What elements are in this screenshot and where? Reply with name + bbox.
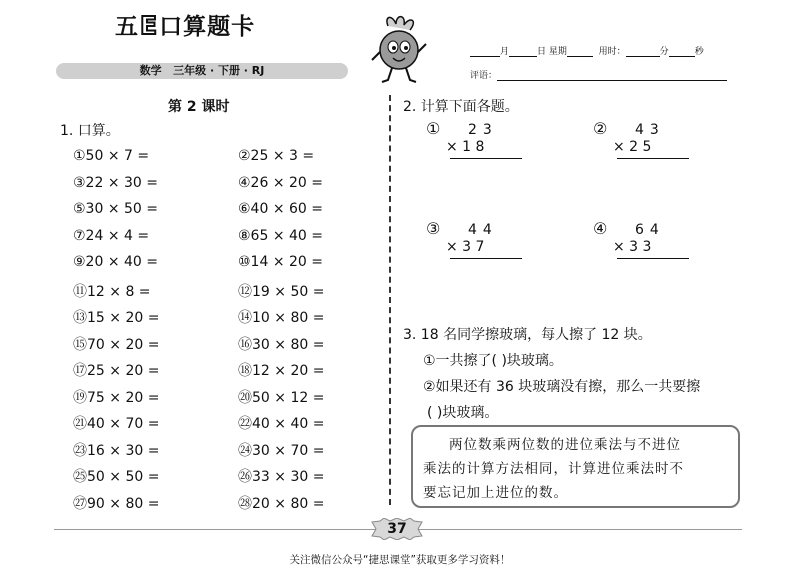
minute-label: 分 [659, 47, 669, 57]
month-label: 月 [500, 47, 510, 57]
drill-item-10: ⑩14 × 20 = [238, 254, 323, 270]
drill-item-20: ⑳50 × 12 = [238, 389, 325, 406]
month-blank [470, 47, 500, 57]
drill-item-9: ⑨20 × 40 = [73, 254, 158, 270]
lesson-title: 第 2 课时 [168, 99, 230, 115]
result-line [450, 258, 522, 259]
result-line [617, 158, 689, 159]
vertical-problem-4 [593, 219, 673, 270]
drill-item-7: ⑦24 × 4 = [73, 227, 150, 244]
drill-item-28: ㉘20 × 80 = [238, 495, 325, 512]
result-line [617, 258, 689, 259]
drill-item-11: ⑪12 × 8 = [73, 283, 151, 300]
drill-item-3: ③22 × 30 = [73, 174, 158, 191]
drill-item-1: ①50 × 7 = [73, 148, 150, 164]
q3-sub1: ①一共擦了( )块玻璃。 [423, 353, 563, 369]
drill-item-4: ④26 × 20 = [238, 174, 323, 191]
drill-item-18: ⑱12 × 20 = [238, 363, 325, 379]
second-label: 秒 [694, 47, 704, 57]
drill-item-27: ㉗90 × 80 = [73, 495, 160, 512]
drill-item-16: ⑯30 × 80 = [238, 336, 325, 353]
drill-item-26: ㉖33 × 30 = [238, 469, 325, 485]
drill-item-5: ⑤30 × 50 = [73, 201, 158, 217]
q3-sub2: ②如果还有 36 块玻璃没有擦，那么一共要擦 [423, 379, 701, 395]
day-blank [509, 47, 537, 57]
result-line [450, 158, 522, 159]
drill-item-14: ⑭10 × 80 = [238, 310, 325, 326]
minute-blank [626, 47, 660, 57]
q2-title: 2. 计算下面各题。 [403, 99, 519, 115]
page-number: 37 [387, 521, 407, 537]
brand-rest: 口算题卡 [159, 14, 256, 40]
tip-line-3: 要忘记加上进位的数。 [423, 485, 568, 501]
multiplier: × 2 5 [613, 139, 652, 155]
problem-number: ② [593, 119, 608, 138]
multiplier: × 3 7 [446, 239, 485, 255]
second-blank [669, 47, 695, 57]
q3-title: 3. 18 名同学擦玻璃，每人擦了 12 块。 [403, 327, 652, 343]
mascot-illustration [366, 12, 432, 86]
drill-item-23: ㉓16 × 30 = [73, 442, 160, 459]
drill-item-17: ⑰25 × 20 = [73, 363, 160, 379]
drill-item-15: ⑮70 × 20 = [73, 336, 160, 353]
subject-grade-bar: 数学 三年级 · 下册 · RJ [56, 63, 348, 79]
drill-item-24: ㉔30 × 70 = [238, 442, 325, 459]
drill-item-19: ⑲75 × 20 = [73, 389, 160, 406]
date-time-line [470, 44, 704, 57]
day-label: 日 [537, 47, 547, 57]
drill-item-12: ⑫19 × 50 = [238, 283, 325, 300]
multiplicand: 43 [635, 122, 665, 138]
drill-item-8: ⑧65 × 40 = [238, 227, 323, 244]
q3-word-problem [403, 322, 700, 426]
multiplicand: 44 [468, 222, 498, 238]
multiplicand: 64 [635, 222, 665, 238]
multiplicand: 23 [468, 122, 498, 138]
drill-item-6: ⑥40 × 60 = [238, 201, 323, 217]
tip-box [411, 425, 740, 508]
vertical-problem-1 [426, 119, 506, 170]
footer-note: 关注微信公众号“捷思课堂”获取更多学习资料！ [289, 554, 511, 566]
brand-five: 五 [115, 14, 139, 40]
problem-number: ④ [593, 219, 608, 238]
multiplier: × 3 3 [613, 239, 652, 255]
comment-line [470, 68, 727, 81]
tip-line-1: 两位数乘两位数的进位乘法与不进位 [449, 437, 681, 453]
vertical-problem-2 [593, 119, 673, 170]
q3-sub3: ( )块玻璃。 [427, 405, 499, 421]
brand-title [115, 8, 255, 41]
time-label: 用时： [598, 47, 626, 57]
drill-item-13: ⑬15 × 20 = [73, 310, 160, 326]
drill-item-22: ㉒40 × 40 = [238, 416, 325, 432]
q1-title: 1. 口算。 [60, 123, 120, 139]
vertical-problem-3 [426, 219, 506, 270]
drill-item-21: ㉑40 × 70 = [73, 416, 160, 432]
column-divider [389, 95, 391, 505]
problem-number: ③ [426, 219, 441, 238]
drill-item-2: ②25 × 3 = [238, 148, 315, 164]
comment-label: 评语： [470, 71, 498, 81]
week-blank [567, 47, 593, 57]
week-label: 星期 [548, 47, 567, 57]
multiplier: × 1 8 [446, 139, 485, 155]
brand-e: E [140, 11, 159, 40]
comment-blank [497, 71, 727, 81]
tip-line-2: 乘法的计算方法相同，计算进位乘法时不 [423, 461, 684, 477]
drill-item-25: ㉕50 × 50 = [73, 469, 160, 485]
problem-number: ① [426, 119, 441, 138]
